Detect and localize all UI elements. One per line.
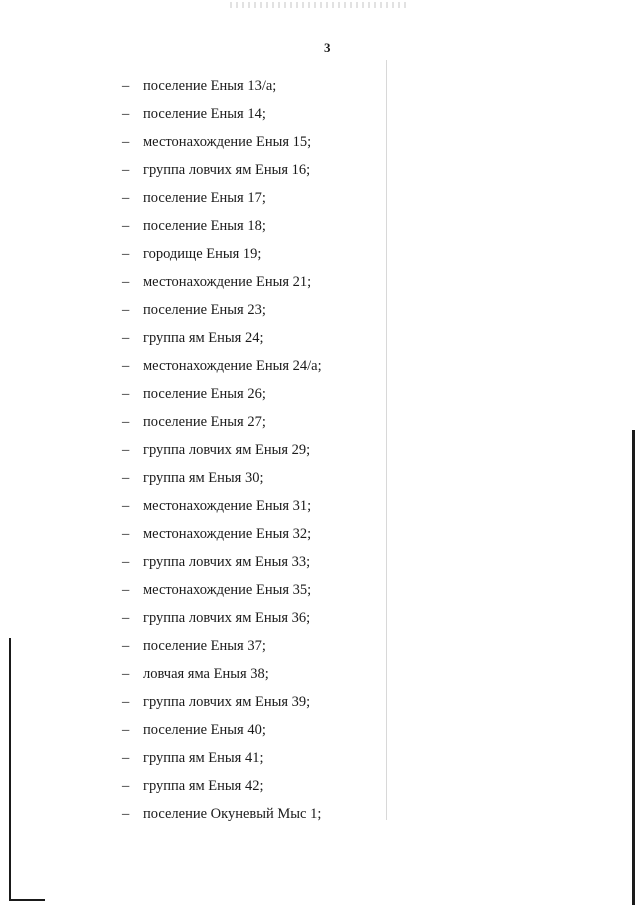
- list-item: [0, 410, 400, 438]
- list-item-text: группа ям Еныя 41;: [143, 750, 264, 766]
- list-item: [0, 802, 400, 830]
- dash-bullet: –: [122, 134, 130, 150]
- list-item-text: группа ловчих ям Еныя 29;: [143, 442, 311, 458]
- list-item: [0, 578, 400, 606]
- list-item: [0, 130, 400, 158]
- margin-line-bottom: [9, 899, 45, 901]
- list-item-text: местонахождение Еныя 15;: [143, 134, 312, 150]
- dash-bullet: –: [122, 162, 130, 178]
- dash-bullet: –: [122, 78, 130, 94]
- list-item: [0, 774, 400, 802]
- list-item-text: группа ловчих ям Еныя 16;: [143, 162, 311, 178]
- list-item-text: поселение Еныя 18;: [143, 218, 266, 234]
- dash-bullet: –: [122, 470, 130, 486]
- list-item-text: поселение Еныя 17;: [143, 190, 266, 206]
- list-item-text: местонахождение Еныя 31;: [143, 498, 312, 514]
- list-item: [0, 102, 400, 130]
- dash-bullet: –: [122, 498, 130, 514]
- dash-bullet: –: [122, 610, 130, 626]
- list-item-text: группа ям Еныя 24;: [143, 330, 264, 346]
- list-item-text: поселение Еныя 27;: [143, 414, 266, 430]
- list-item: [0, 382, 400, 410]
- list-item: [0, 550, 400, 578]
- dash-bullet: –: [122, 778, 130, 794]
- list-item-text: поселение Еныя 13/а;: [143, 78, 277, 94]
- list-item-text: местонахождение Еныя 24/а;: [143, 358, 322, 374]
- list-item-text: группа ловчих ям Еныя 33;: [143, 554, 311, 570]
- dash-bullet: –: [122, 722, 130, 738]
- page-number: 3: [324, 40, 331, 55]
- list-item: [0, 494, 400, 522]
- list-item: [0, 746, 400, 774]
- list-item-text: местонахождение Еныя 35;: [143, 582, 312, 598]
- margin-line-right: [632, 430, 635, 905]
- dash-bullet: –: [122, 414, 130, 430]
- site-list: [0, 74, 400, 830]
- list-item-text: группа ловчих ям Еныя 39;: [143, 694, 311, 710]
- list-item-text: поселение Окуневый Мыс 1;: [143, 806, 322, 822]
- list-item-text: поселение Еныя 37;: [143, 638, 266, 654]
- list-item: [0, 74, 400, 102]
- dash-bullet: –: [122, 274, 130, 290]
- list-item-text: поселение Еныя 23;: [143, 302, 266, 318]
- dash-bullet: –: [122, 246, 130, 262]
- dash-bullet: –: [122, 190, 130, 206]
- dash-bullet: –: [122, 106, 130, 122]
- list-item: [0, 522, 400, 550]
- list-item: [0, 242, 400, 270]
- dash-bullet: –: [122, 302, 130, 318]
- list-item-text: местонахождение Еныя 21;: [143, 274, 312, 290]
- dash-bullet: –: [122, 358, 130, 374]
- list-item-text: группа ловчих ям Еныя 36;: [143, 610, 311, 626]
- list-item: [0, 186, 400, 214]
- list-item-text: группа ям Еныя 30;: [143, 470, 264, 486]
- scan-noise-top: [230, 2, 410, 8]
- list-item-text: ловчая яма Еныя 38;: [143, 666, 269, 682]
- dash-bullet: –: [122, 554, 130, 570]
- list-item-text: поселение Еныя 26;: [143, 386, 266, 402]
- list-item: [0, 606, 400, 634]
- list-item: [0, 466, 400, 494]
- list-item: [0, 634, 400, 662]
- dash-bullet: –: [122, 750, 130, 766]
- dash-bullet: –: [122, 218, 130, 234]
- list-item-text: поселение Еныя 14;: [143, 106, 266, 122]
- list-item-text: поселение Еныя 40;: [143, 722, 266, 738]
- list-item: [0, 718, 400, 746]
- dash-bullet: –: [122, 582, 130, 598]
- dash-bullet: –: [122, 330, 130, 346]
- dash-bullet: –: [122, 806, 130, 822]
- list-item: [0, 690, 400, 718]
- list-item-text: местонахождение Еныя 32;: [143, 526, 312, 542]
- dash-bullet: –: [122, 442, 130, 458]
- dash-bullet: –: [122, 386, 130, 402]
- list-item: [0, 354, 400, 382]
- list-item: [0, 158, 400, 186]
- dash-bullet: –: [122, 666, 130, 682]
- list-item-text: группа ям Еныя 42;: [143, 778, 264, 794]
- list-item: [0, 298, 400, 326]
- list-item: [0, 214, 400, 242]
- list-item: [0, 326, 400, 354]
- list-item: [0, 662, 400, 690]
- list-item-text: городище Еныя 19;: [143, 246, 262, 262]
- margin-line-left: [9, 638, 11, 900]
- dash-bullet: –: [122, 638, 130, 654]
- dash-bullet: –: [122, 694, 130, 710]
- dash-bullet: –: [122, 526, 130, 542]
- list-item: [0, 270, 400, 298]
- list-item: [0, 438, 400, 466]
